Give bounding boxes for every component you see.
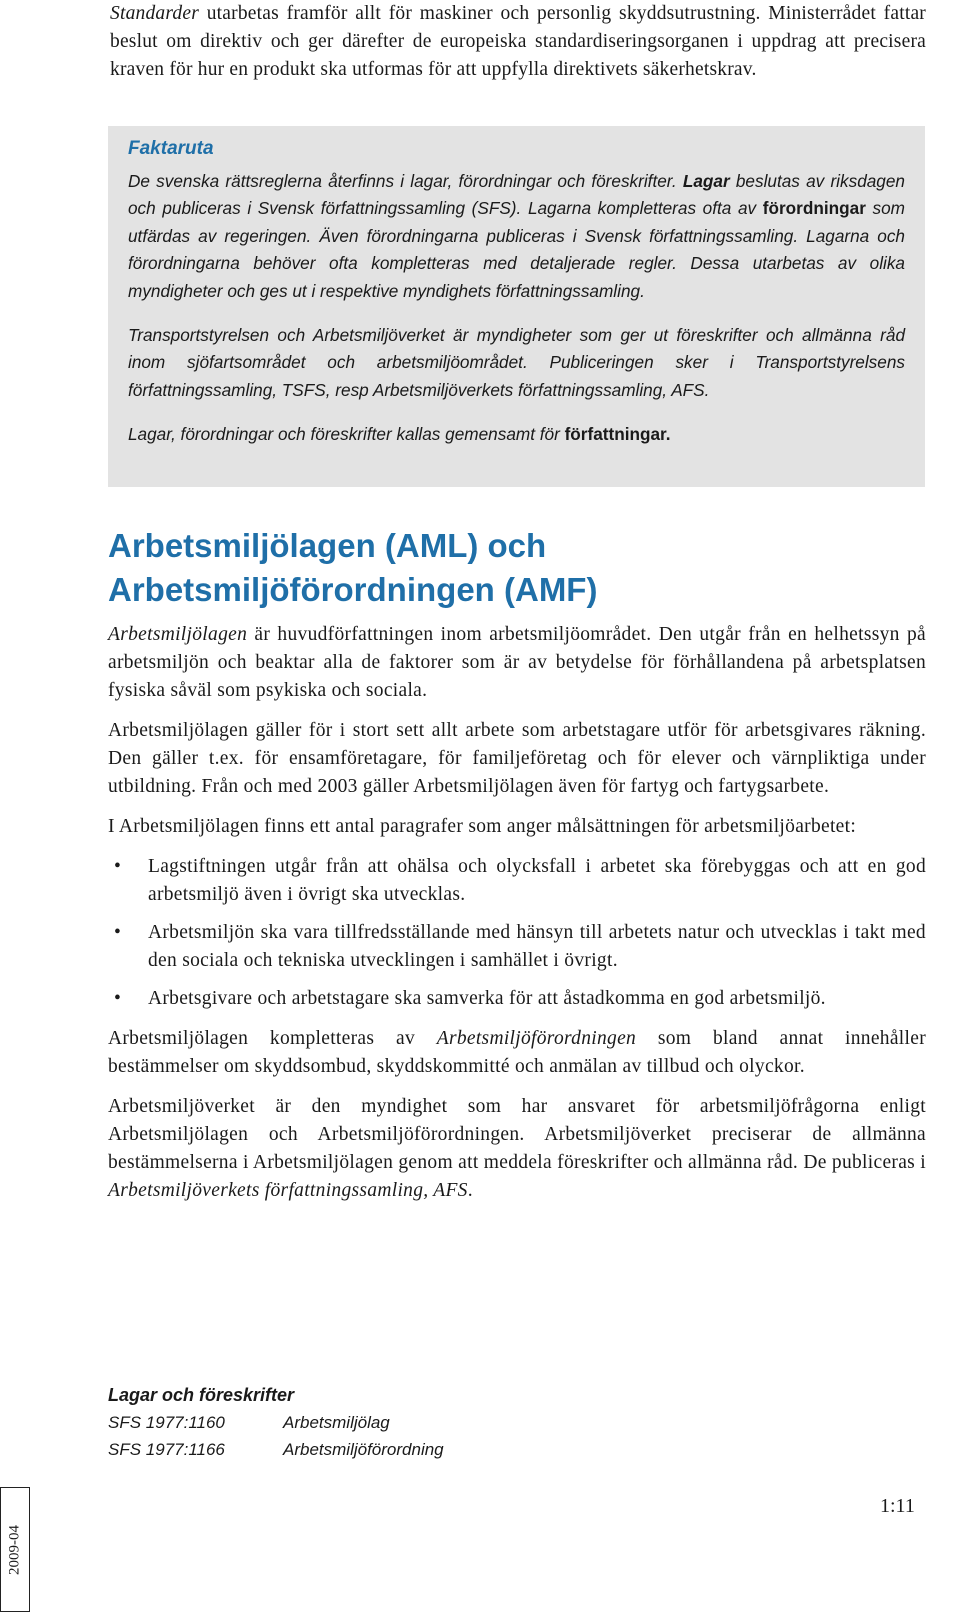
page-number: 1:11 bbox=[880, 1495, 915, 1517]
bullet-list bbox=[108, 853, 926, 1013]
body-text bbox=[108, 621, 926, 1217]
body-paragraph-2: Arbetsmiljölagen gäller för i stort sett allt arbete som arbetstagare utför för arbetsgivares räkning. Den gäller t.ex. för ensamföretagare, för familjeföretag och för elever och värnpliktiga under utbildning. Från och med 2003 gäller Arbetsmiljölagen även för fartyg och fartygsarbete. bbox=[108, 720, 926, 797]
fact-text: som utfärdas av regeringen. Även förordningarna publiceras i Svensk författningssamling. Lagarna och förordningarna behöver ofta kompletteras med detaljerade regler. Dessa utarbetas av olika myndigheter och ges ut i respektive myndighets författningssamling. bbox=[128, 198, 905, 301]
body-paragraph-3: I Arbetsmiljölagen finns ett antal paragrafer som anger målsättningen för arbetsmiljöarbetet: bbox=[108, 816, 857, 837]
body-emphasis: Arbetsmiljöförordningen bbox=[436, 1028, 637, 1049]
list-item bbox=[108, 853, 926, 909]
law-name: Arbetsmiljölag bbox=[283, 1413, 390, 1432]
law-name: Arbetsmiljöförordning bbox=[283, 1440, 444, 1459]
body-emphasis: Arbetsmiljöverkets författningssamling, AFS bbox=[108, 1180, 468, 1201]
body-text-span: . bbox=[467, 1180, 473, 1201]
fact-box-paragraph-3 bbox=[128, 421, 905, 448]
date-text: 2009-04 bbox=[6, 1524, 23, 1575]
body-paragraph-5 bbox=[108, 1093, 926, 1205]
fact-bold-lagar: Lagar bbox=[682, 171, 730, 191]
law-code: SFS 1977:1160 bbox=[108, 1413, 225, 1432]
body-text-span: Arbetsmiljöverket är den myndighet som har ansvaret för arbetsmiljöfrågorna enligt Arbetsmiljölagen och Arbetsmiljöförordningen. Arbetsmiljöverket preciserar de allmänna bestämmelserna i Arbetsmiljölagen genom att meddela föreskrifter och allmänna råd. De publiceras i bbox=[108, 1096, 926, 1173]
heading-line-1: Arbetsmiljölagen (AML) och bbox=[108, 527, 547, 564]
fact-box-paragraph-1 bbox=[128, 168, 905, 305]
body-emphasis: Arbetsmiljölagen bbox=[108, 624, 248, 645]
date-stamp bbox=[0, 1487, 30, 1612]
bullet-icon: • bbox=[114, 922, 122, 943]
laws-list bbox=[108, 1381, 708, 1463]
fact-text: beslutas av riksdagen och publiceras i Svensk författningssamling (SFS). Lagarna kompletteras ofta av bbox=[128, 171, 905, 219]
intro-emphasis: Standarder bbox=[110, 3, 200, 24]
body-text-span: är huvudförfattningen inom arbetsmiljöområdet. Den utgår från en helhetssyn på arbetsmiljön och beaktar alla de faktorer som är av betydelse för förhållandena på arbetsplatsen fysiska såväl som psykiska och sociala. bbox=[108, 624, 926, 701]
bullet-icon: • bbox=[114, 988, 122, 1009]
fact-text: Lagar, förordningar och föreskrifter kallas gemensamt för bbox=[128, 424, 565, 445]
intro-text: utarbetas framför allt för maskiner och personlig skyddsutrustning. Ministerrådet fattar beslut om direktiv och ger därefter de europeiska standardiseringsorganen i uppdrag att precisera kraven för hur en produkt ska utformas för att uppfylla direktivets säkerhetskrav. bbox=[110, 3, 926, 80]
law-row bbox=[108, 1409, 708, 1436]
list-item bbox=[108, 985, 926, 1013]
body-paragraph-1 bbox=[108, 621, 926, 705]
list-item-text: Arbetsgivare och arbetstagare ska samverka för att åstadkomma en god arbetsmiljö. bbox=[148, 988, 826, 1009]
list-item bbox=[108, 919, 926, 975]
body-paragraph-4 bbox=[108, 1025, 926, 1081]
list-item-text: Arbetsmiljön ska vara tillfredsställande med hänsyn till arbetets natur och utvecklas i takt med den sociala och tekniska utvecklingen i samhället i övrigt. bbox=[148, 922, 926, 971]
heading-line-2: Arbetsmiljöförordningen (AMF) bbox=[108, 571, 598, 608]
law-row bbox=[108, 1436, 708, 1463]
fact-box-title: Faktaruta bbox=[128, 138, 214, 159]
bullet-icon: • bbox=[114, 856, 122, 877]
fact-text: De svenska rättsreglerna återfinns i lagar, förordningar och föreskrifter. bbox=[128, 171, 683, 191]
list-item-text: Lagstiftningen utgår från att ohälsa och olycksfall i arbetet ska förebyggas och att en god arbetsmiljö även i övrigt ska utvecklas. bbox=[148, 856, 926, 905]
intro-paragraph bbox=[110, 0, 926, 84]
fact-box-paragraph-2: Transportstyrelsen och Arbetsmiljöverket är myndigheter som ger ut föreskrifter och allmänna råd inom sjöfartsområdet och arbetsmiljöområdet. Publiceringen sker i Transportstyrelsens författningssamling, TSFS, resp Arbetsmiljöverkets författningssamling, AFS. bbox=[128, 325, 905, 400]
law-code: SFS 1977:1166 bbox=[108, 1440, 225, 1459]
body-text-span: Arbetsmiljölagen kompletteras av bbox=[108, 1028, 437, 1049]
laws-title: Lagar och föreskrifter bbox=[108, 1385, 295, 1405]
section-heading bbox=[108, 524, 928, 612]
body-text-span: som bland annat innehåller bestämmelser om skyddsombud, skyddskommitté och anmälan av tillbud och olyckor. bbox=[108, 1028, 926, 1077]
fact-bold-forordningar: förordningar bbox=[762, 198, 866, 219]
fact-box bbox=[108, 126, 925, 487]
fact-bold-forfattningar: författningar. bbox=[564, 424, 671, 445]
